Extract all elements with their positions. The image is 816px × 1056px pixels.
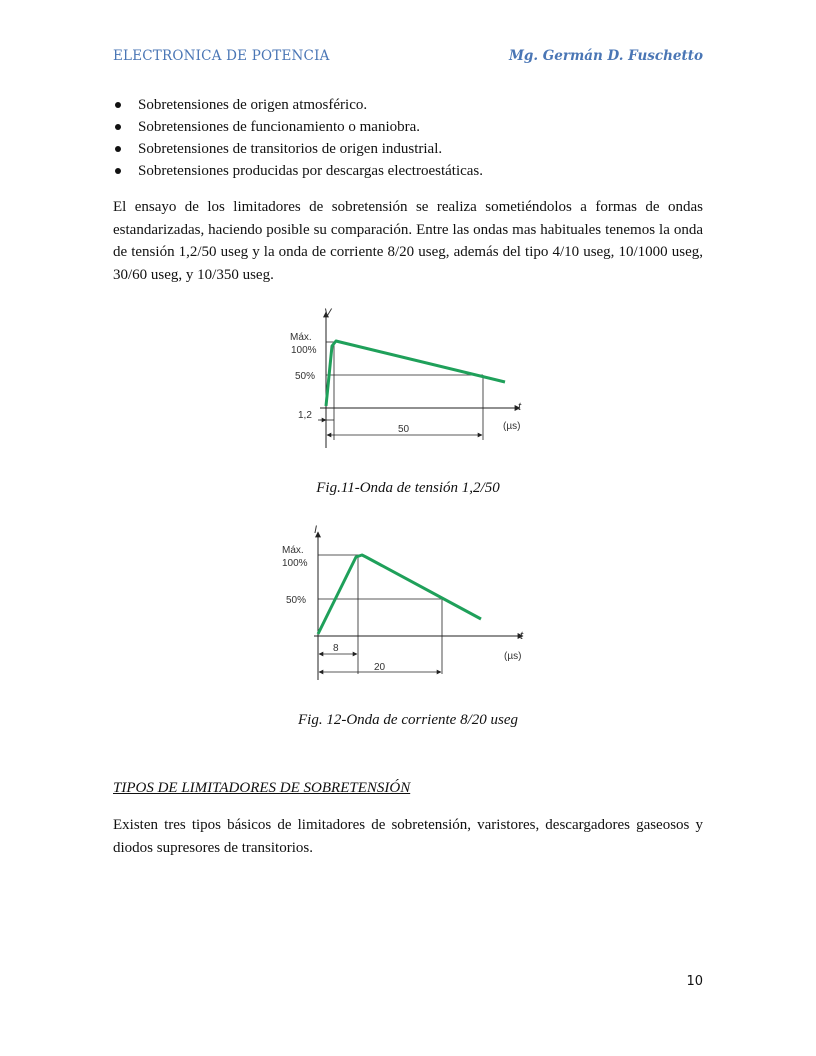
bullet-icon [115, 146, 121, 152]
max-percent-label: 100% [291, 345, 317, 356]
voltage-wave-figure [280, 300, 540, 450]
current-wave-line [318, 555, 481, 634]
header-title: ELECTRONICA DE POTENCIA [113, 48, 330, 64]
section-heading: TIPOS DE LIMITADORES DE SOBRETENSIÓN [113, 780, 411, 796]
max-label: Máx. [282, 545, 304, 556]
list-item-text: Sobretensiones de transitorios de origen industrial. [138, 141, 443, 157]
rise-time-label: 8 [333, 643, 339, 654]
figure-caption: Fig.11-Onda de tensión 1,2/50 [316, 480, 500, 496]
max-percent-label: 100% [282, 558, 308, 569]
half-percent-label: 50% [295, 371, 316, 382]
x-axis-label: t [518, 401, 522, 413]
y-axis-label: V [324, 307, 332, 319]
current-wave-figure [270, 520, 540, 685]
bullet-list [113, 94, 703, 182]
page-number: 10 [686, 974, 703, 989]
time-unit-label: (µs) [503, 421, 521, 432]
duration-label: 20 [374, 662, 386, 673]
paragraph-test-waves: El ensayo de los limitadores de sobretensión se realiza sometiéndolos a formas de ondas estandarizadas, haciendo posible su comparación. Entre las ondas mas habituales tenemos la onda de tensión 1,2/50 useg y la onda de corriente 8/20 useg, además del tipo 4/10 useg, 10/1000 useg, 30/60 useg, y 10/350 useg. [113, 199, 703, 283]
list-item-text: Sobretensiones producidas por descargas electroestáticas. [138, 163, 484, 179]
figure-caption: Fig. 12-Onda de corriente 8/20 useg [298, 712, 518, 728]
list-item [113, 160, 703, 182]
bullet-icon [115, 124, 121, 130]
half-percent-label: 50% [286, 595, 307, 606]
list-item-text: Sobretensiones de origen atmosférico. [138, 97, 368, 113]
list-item-text: Sobretensiones de funcionamiento o maniobra. [138, 119, 421, 135]
voltage-wave-line [326, 341, 505, 406]
bullet-icon [115, 102, 121, 108]
time-unit-label: (µs) [504, 651, 522, 662]
rise-time-label: 1,2 [298, 410, 312, 421]
x-axis-label: t [520, 630, 524, 642]
list-item [113, 116, 703, 138]
duration-label: 50 [398, 424, 410, 435]
y-axis-label: I [314, 524, 318, 536]
list-item [113, 94, 703, 116]
list-item [113, 138, 703, 160]
bullet-icon [115, 168, 121, 174]
max-label: Máx. [290, 332, 312, 343]
paragraph-limiter-types: Existen tres tipos básicos de limitadores de sobretensión, varistores, descargadores gaseosos y diodos supresores de transitorios. [113, 817, 703, 856]
header-author: Mg. Germán D. Fuschetto [508, 48, 703, 64]
